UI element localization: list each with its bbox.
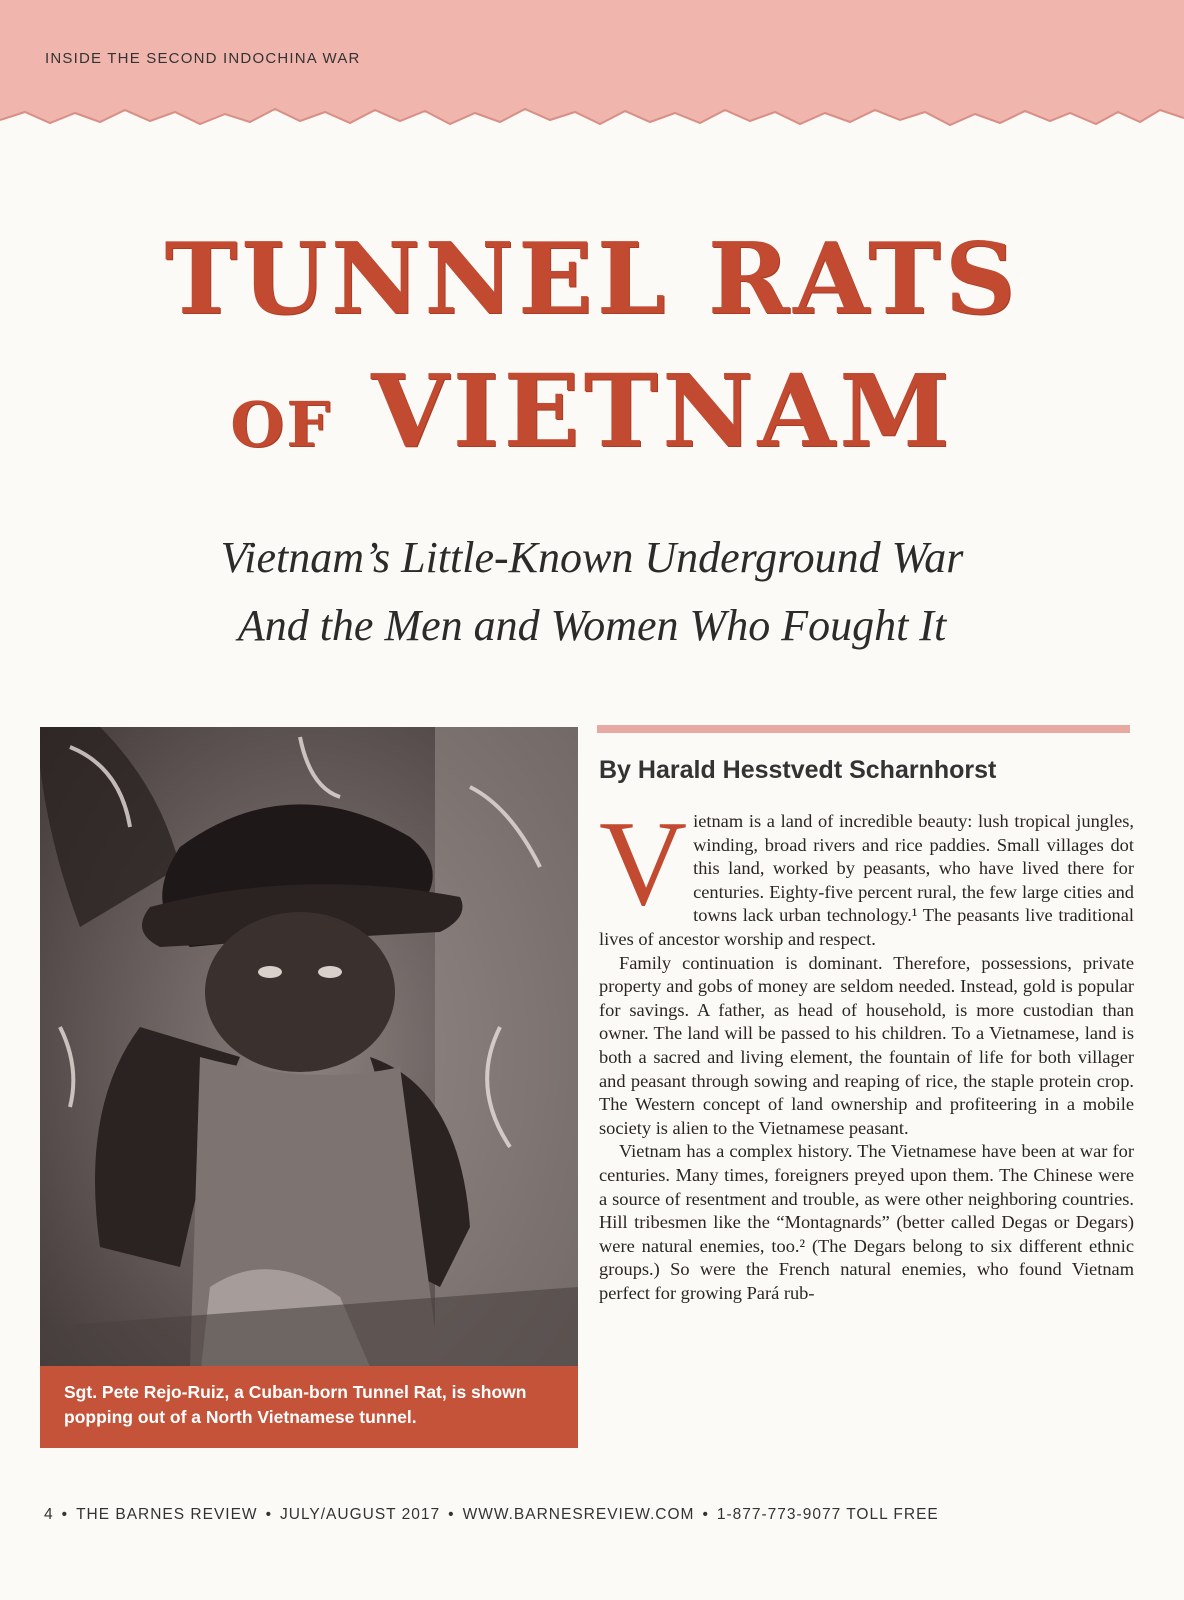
article-title-prefix: OF bbox=[230, 388, 333, 461]
subtitle-line1: Vietnam’s Little-Known Underground War bbox=[220, 533, 964, 582]
soldier-photo-illustration bbox=[40, 727, 578, 1448]
paragraph-1-text: ietnam is a land of incredible beauty: lush tropical jungles, winding, broad rivers and rice paddies. Small villages dot this land, worked by peasants, who have lived there for centuries. Eighty-five percent rural, the few large cities and towns lack urban technology.¹ The peasants live traditional lives of ancestor worship and respect. bbox=[599, 811, 1134, 949]
publication-name: THE BARNES REVIEW bbox=[76, 1506, 258, 1523]
drop-cap: V bbox=[599, 796, 688, 931]
byline: By Harald Hesstvedt Scharnhorst bbox=[599, 756, 997, 784]
page-footer: 4 • THE BARNES REVIEW • JULY/AUGUST 2017 • WWW.BARNESREVIEW.COM • 1-877-773-9077 TOLL FREE bbox=[44, 1506, 939, 1523]
paragraph-3: Vietnam has a complex history. The Vietnamese have been at war for centuries. Many times, foreigners preyed upon them. The Chinese were a source of resentment and trouble, as were other neighboring countries. Hill tribesmen like the “Montagnards” (better called Degas or Degars) were natural enemies, too.² (The Degars belong to six different ethnic groups.) So were the French natural enemies, who found Vietnam perfect for growing Pará rub- bbox=[599, 1141, 1134, 1303]
subtitle-line2: And the Men and Women Who Fought It bbox=[237, 601, 947, 650]
torn-paper-banner bbox=[0, 0, 1184, 140]
article-photo bbox=[40, 727, 578, 1448]
paragraph-1 bbox=[599, 796, 1134, 952]
byline-rule bbox=[597, 725, 1130, 733]
section-label: INSIDE THE SECOND INDOCHINA WAR bbox=[45, 50, 361, 67]
photo-caption: Sgt. Pete Rejo-Ruiz, a Cuban-born Tunnel Rat, is shown popping out of a North Vietnamese tunnel. bbox=[40, 1366, 578, 1448]
header-banner bbox=[0, 0, 1184, 140]
phone-number: 1-877-773-9077 TOLL FREE bbox=[716, 1506, 939, 1523]
article-title-line1: TUNNEL RATS bbox=[164, 222, 1020, 337]
article-title-line2 bbox=[0, 352, 1184, 470]
issue-date: JULY/AUGUST 2017 bbox=[280, 1506, 441, 1523]
page-number: 4 bbox=[44, 1506, 54, 1523]
article-title-main: VIETNAM bbox=[371, 352, 954, 470]
paragraph-2: Family continuation is dominant. Therefore, possessions, private property and gobs of money are seldom needed. Instead, gold is popular for savings. A father, as head of household, is more custodian than owner. The land will be passed to his children. To a Vietnamese, land is both a sacred and living element, the fountain of life for both villager and peasant through sowing and reaping of rice, the staple protein crop. The Western concept of land ownership and profiteering in a mobile society is alien to the Vietnamese peasant. bbox=[599, 952, 1134, 1138]
website: WWW.BARNESREVIEW.COM bbox=[462, 1506, 695, 1523]
article-body bbox=[599, 796, 1134, 1305]
